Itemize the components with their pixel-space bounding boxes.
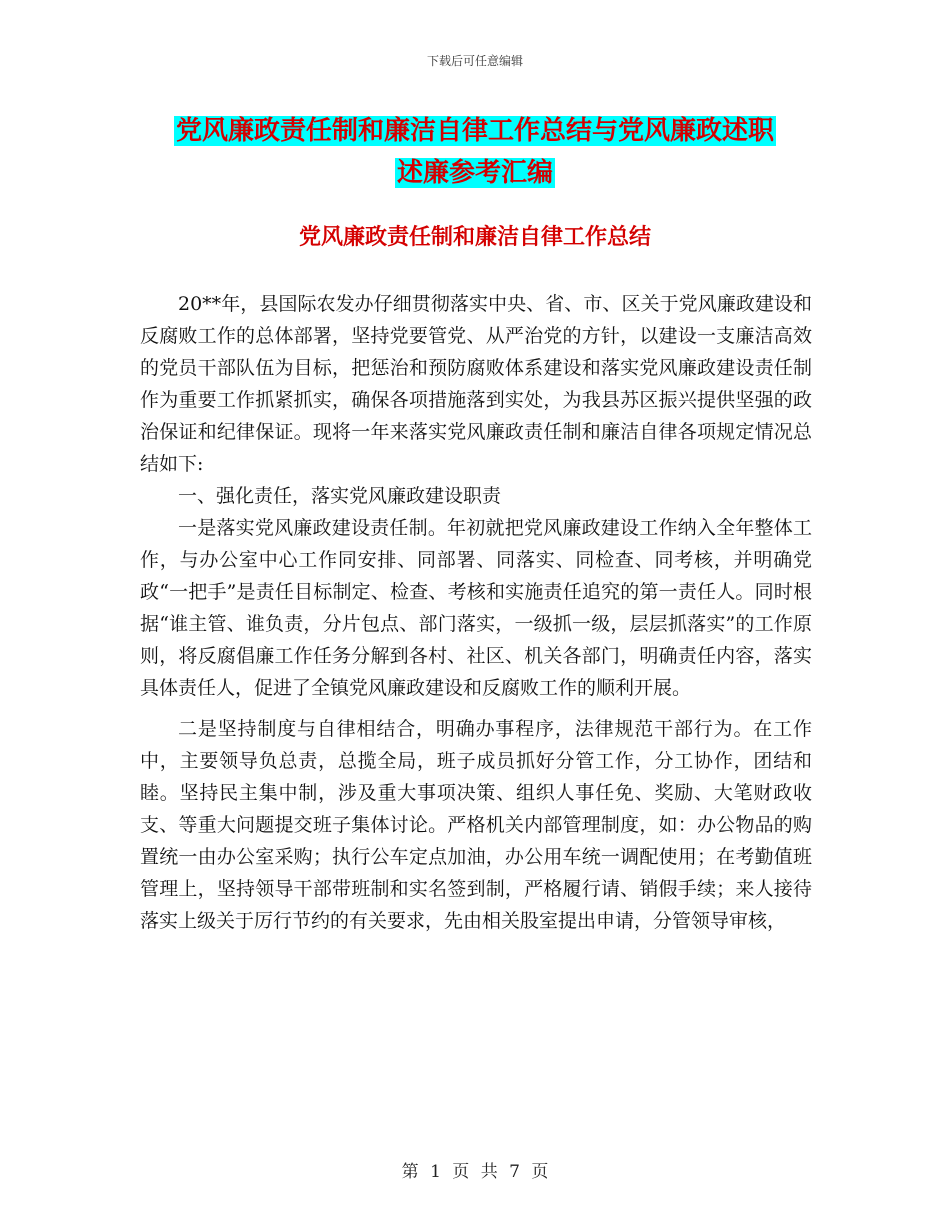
section-heading-1: 一、强化责任，落实党风廉政建设职责 <box>178 485 502 507</box>
paragraph-intro: 20**年，县国际农发办仔细贯彻落实中央、省、市、区关于党风廉政建设和反腐败工作的总体部署，坚持党要管党、从严治党的方针，以建设一支廉洁高效的党员干部队伍为目标，把惩治和预防腐败体系建设和落实党风廉政建设责任制作为重要工作抓紧抓实，确保各项措施落到实处，为我县苏区振兴提供坚强的政治保证和纪律保证。现将一年来落实党风廉政责任制和廉洁自律各项规定情况总结如下: <box>140 293 812 475</box>
document-title-line-1: 党风廉政责任制和廉洁自律工作总结与党风廉政述职 <box>175 116 774 146</box>
section-title: 党风廉政责任制和廉洁自律工作总结 <box>298 224 651 250</box>
document-title <box>150 110 800 194</box>
document-body <box>140 288 812 937</box>
header-note: 下载后可任意编辑 <box>426 54 523 68</box>
document-title-line-2: 述廉参考汇编 <box>396 158 553 188</box>
paragraph-item-2: 二是坚持制度与自律相结合，明确办事程序，法律规范干部行为。在工作中，主要领导负总责，总揽全局，班子成员抓好分管工作，分工协作，团结和睦。坚持民主集中制，涉及重大事项决策、组织人事任免、奖励、大笔财政收支、等重大问题提交班子集体讨论。严格机关内部管理制度，如：办公物品的购置统一由办公室采购；执行公车定点加油，办公用车统一调配使用；在考勤值班管理上，坚持领导干部带班制和实名签到制，严格履行请、销假手续；来人接待落实上级关于厉行节约的有关要求，先由相关股室提出申请，分管领导审核， <box>140 718 812 932</box>
paragraph-item-1: 一是落实党风廉政建设责任制。年初就把党风廉政建设工作纳入全年整体工作，与办公室中心工作同安排、同部署、同落实、同检查、同考核，并明确党政“一把手”是责任目标制定、检查、考核和实施责任追究的第一责任人。同时根据“谁主管、谁负责，分片包点、部门落实，一级抓一级，层层抓落实”的工作原则，将反腐倡廉工作任务分解到各村、社区、机关各部门，明确责任内容，落实具体责任人，促进了全镇党风廉政建设和反腐败工作的顺利开展。 <box>140 517 812 699</box>
page-number: 第 1 页 共 7 页 <box>401 1162 549 1182</box>
